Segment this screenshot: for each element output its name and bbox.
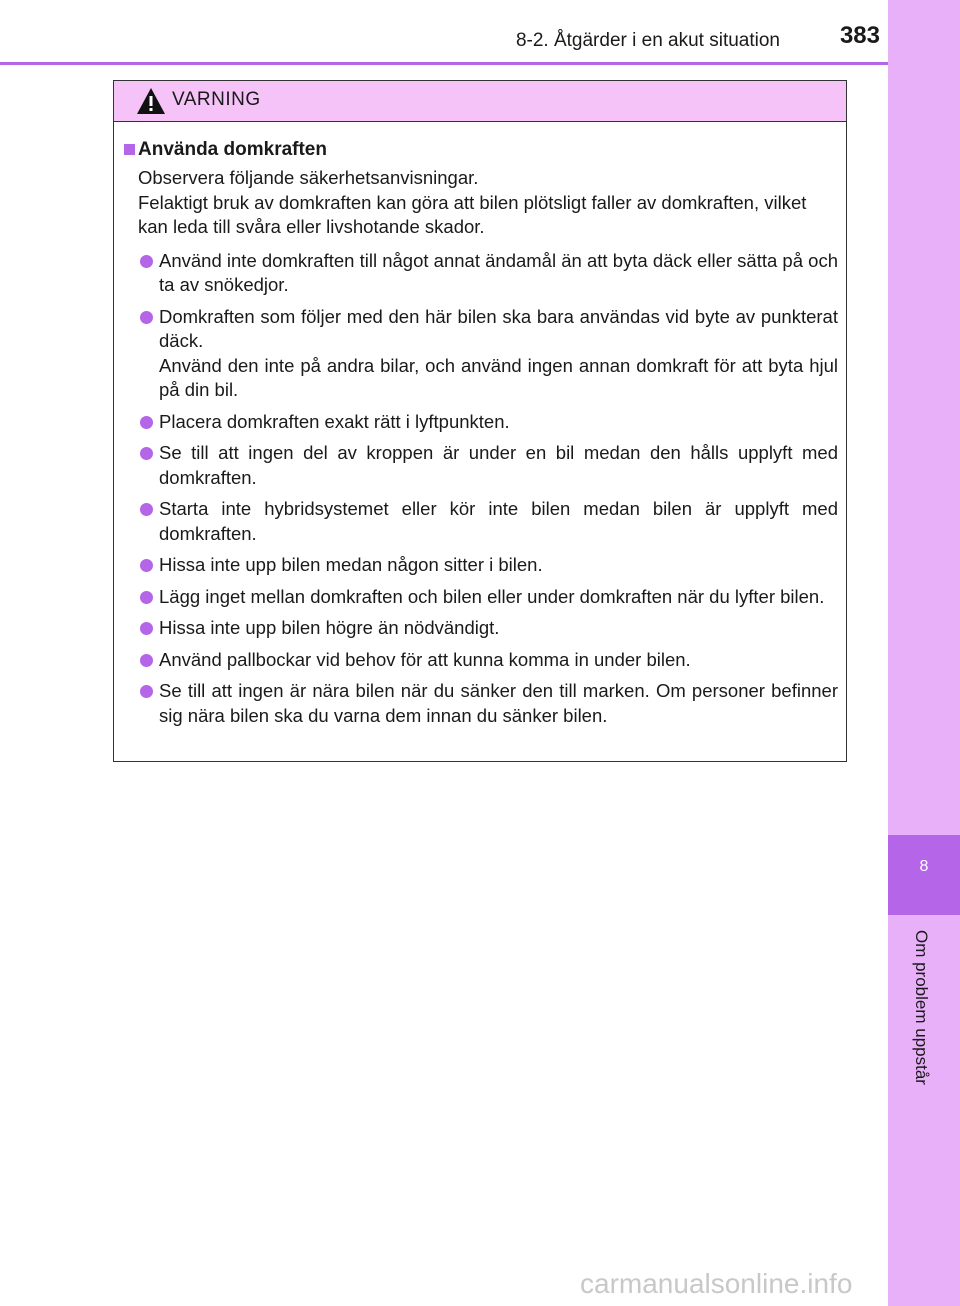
list-item [124, 648, 838, 673]
header-divider [0, 62, 888, 65]
section-heading-text: Använda domkraften [138, 139, 327, 160]
intro-line: Observera följande säkerhetsanvisningar. [138, 167, 479, 188]
bullet-text: Hissa inte upp bilen högre än nödvändigt. [159, 617, 500, 638]
bullet-text: Använd inte domkraften till något annat ändamål än att byta däck eller sätta på och ta av snökedjor. [159, 249, 838, 295]
bullet-text: Domkraften som följer med den här bilen ska bara användas vid byte av punkterat däck. [159, 305, 838, 351]
section-heading [124, 137, 838, 163]
bullet-dot-icon [140, 654, 153, 667]
bullet-list [124, 249, 838, 729]
bullet-dot-icon [140, 559, 153, 572]
warning-triangle-icon [136, 87, 166, 115]
bullet-dot-icon [140, 591, 153, 604]
bullet-dot-icon [140, 622, 153, 635]
bullet-dot-icon [140, 447, 153, 460]
section-title: 8-2. Åtgärder i en akut situation [515, 30, 780, 51]
bullet-text: Lägg inget mellan domkraften och bilen eller under domkraften när du lyfter bilen. [159, 585, 825, 607]
intro-line: Felaktigt bruk av domkraften kan göra att bilen plötsligt faller av domkraften, vilket kan leda till svåra eller livshotande skador. [138, 191, 807, 237]
list-item [124, 441, 838, 490]
watermark: carmanualsonline.info [580, 1268, 853, 1299]
bullet-dot-icon [140, 311, 153, 324]
bullet-text: Hissa inte upp bilen medan någon sitter i bilen. [159, 554, 543, 575]
list-item [124, 585, 838, 610]
warning-section [124, 137, 838, 735]
bullet-dot-icon [140, 255, 153, 268]
bullet-dot-icon [140, 685, 153, 698]
bullet-text: Använd pallbockar vid behov för att kunna komma in under bilen. [159, 648, 691, 670]
list-item [124, 616, 838, 641]
list-item [124, 679, 838, 728]
bullet-dot-icon [140, 503, 153, 516]
warning-label: VARNING [172, 89, 261, 110]
section-intro [124, 166, 838, 240]
list-item [124, 553, 838, 578]
list-item [124, 249, 838, 298]
warning-box [113, 80, 847, 762]
bullet-text: Placera domkraften exakt rätt i lyftpunkten. [159, 410, 510, 432]
bullet-text: Använd den inte på andra bilar, och använd ingen annan domkraft för att byta hjul på din bil. [159, 354, 838, 400]
bullet-text: Se till att ingen del av kroppen är under en bil medan den hålls upplyft med domkraften. [159, 442, 838, 488]
bullet-text: Se till att ingen är nära bilen när du sänker den till marken. Om personer befinner sig nära bilen ska du varna dem innan du sänker bilen. [159, 680, 838, 726]
square-bullet-icon [124, 144, 135, 155]
page-number: 383 [839, 22, 880, 49]
list-item [124, 305, 838, 403]
chapter-title: Om problem uppstår [912, 930, 931, 1085]
bullet-dot-icon [140, 416, 153, 429]
warning-header [114, 81, 846, 122]
list-item [124, 410, 838, 435]
chapter-number: 8 [919, 858, 929, 875]
list-item [124, 497, 838, 546]
bullet-text: Starta inte hybridsystemet eller kör inte bilen medan bilen är upplyft med domkraften. [159, 498, 838, 544]
